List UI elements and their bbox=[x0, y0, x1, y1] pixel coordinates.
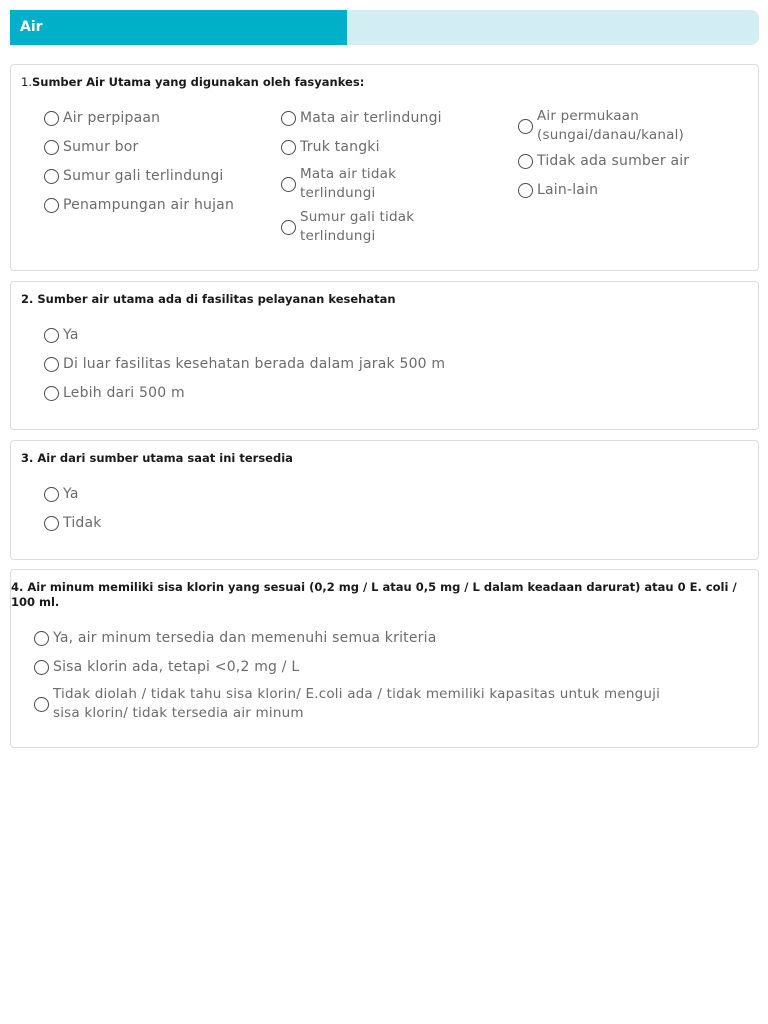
question-title-2: 2. Sumber air utama ada di fasilitas pelayanan kesehatan bbox=[21, 292, 396, 306]
option-label: Air perpipaan bbox=[63, 110, 161, 126]
q1-option-mata-air-tidak-terlindungi[interactable] bbox=[281, 165, 396, 203]
radio-button[interactable] bbox=[34, 631, 49, 646]
question-title-1 bbox=[21, 75, 364, 90]
option-label: Tidak bbox=[63, 515, 102, 531]
option-label: Air permukaan (sungai/danau/kanal) bbox=[537, 108, 685, 143]
question-card-4 bbox=[10, 569, 759, 748]
option-label: Penampungan air hujan bbox=[63, 197, 235, 213]
radio-button[interactable] bbox=[44, 516, 59, 531]
radio-button[interactable] bbox=[44, 357, 59, 372]
question-card-3 bbox=[10, 440, 759, 560]
radio-button[interactable] bbox=[44, 328, 59, 343]
radio-button[interactable] bbox=[44, 386, 59, 401]
option-label: Di luar fasilitas kesehatan berada dalam jarak 500 m bbox=[63, 356, 446, 372]
q4-option-sisa-klorin-rendah[interactable] bbox=[34, 658, 299, 677]
option-label: Ya bbox=[63, 486, 79, 502]
q4-option-tidak-diolah[interactable] bbox=[34, 685, 660, 723]
option-label: Tidak diolah / tidak tahu sisa klorin/ E.coli ada / tidak memiliki kapasitas untuk menguji sisa klorin/ tidak tersedia air minum bbox=[53, 686, 661, 721]
radio-button[interactable] bbox=[281, 177, 296, 192]
q1-option-sumur-bor[interactable] bbox=[44, 138, 139, 157]
q1-option-lain-lain[interactable] bbox=[518, 181, 598, 200]
q1-option-sumur-gali-terlindungi[interactable] bbox=[44, 167, 224, 186]
option-label: Ya, air minum tersedia dan memenuhi semua kriteria bbox=[53, 630, 437, 646]
section-header bbox=[10, 10, 759, 45]
radio-button[interactable] bbox=[281, 220, 296, 235]
radio-button[interactable] bbox=[44, 487, 59, 502]
q4-option-ya-memenuhi[interactable] bbox=[34, 629, 437, 648]
radio-button[interactable] bbox=[44, 111, 59, 126]
question-text-1: Sumber Air Utama yang digunakan oleh fasyankes: bbox=[31, 75, 365, 89]
option-label: Tidak ada sumber air bbox=[537, 153, 690, 169]
option-label: Lain-lain bbox=[537, 182, 599, 198]
question-title-4: 4. Air minum memiliki sisa klorin yang sesuai (0,2 mg / L atau 0,5 mg / L dalam keadaan darurat) atau 0 E. coli / 100 ml. bbox=[11, 580, 737, 609]
radio-button[interactable] bbox=[34, 697, 49, 712]
radio-button[interactable] bbox=[281, 111, 296, 126]
section-progress-fill bbox=[10, 10, 347, 45]
option-label: Mata air terlindungi bbox=[300, 110, 442, 126]
q2-option-ya[interactable] bbox=[44, 326, 79, 345]
question-title-3: 3. Air dari sumber utama saat ini tersedia bbox=[21, 451, 293, 465]
section-title: Air bbox=[20, 19, 43, 35]
q1-option-sumur-gali-tidak-terlindungi[interactable] bbox=[281, 208, 414, 246]
q3-option-tidak[interactable] bbox=[44, 514, 102, 533]
q1-option-mata-air-terlindungi[interactable] bbox=[281, 109, 442, 128]
q1-option-tidak-ada-sumber-air[interactable] bbox=[518, 152, 689, 171]
option-label: Truk tangki bbox=[300, 139, 380, 155]
radio-button[interactable] bbox=[518, 183, 533, 198]
option-label: Sisa klorin ada, tetapi <0,2 mg / L bbox=[53, 659, 300, 675]
radio-button[interactable] bbox=[34, 660, 49, 675]
option-label: Sumur gali terlindungi bbox=[63, 168, 224, 184]
radio-button[interactable] bbox=[518, 119, 533, 134]
question-card-2 bbox=[10, 281, 759, 430]
option-label: Sumur bor bbox=[63, 139, 139, 155]
q2-option-di-luar-fasilitas[interactable] bbox=[44, 355, 445, 374]
q3-option-ya[interactable] bbox=[44, 485, 79, 504]
question-number-1: 1. bbox=[21, 75, 32, 89]
q1-option-truk-tangki[interactable] bbox=[281, 138, 380, 157]
q1-option-air-permukaan[interactable] bbox=[518, 107, 684, 145]
radio-button[interactable] bbox=[44, 140, 59, 155]
q2-option-lebih-dari-500m[interactable] bbox=[44, 384, 185, 403]
option-label: Sumur gali tidak terlindungi bbox=[300, 209, 415, 244]
q1-option-penampungan-air-hujan[interactable] bbox=[44, 196, 234, 215]
radio-button[interactable] bbox=[281, 140, 296, 155]
option-label: Mata air tidak terlindungi bbox=[300, 166, 397, 201]
option-label: Lebih dari 500 m bbox=[63, 385, 185, 401]
radio-button[interactable] bbox=[44, 198, 59, 213]
question-card-1 bbox=[10, 64, 759, 271]
option-label: Ya bbox=[63, 327, 79, 343]
radio-button[interactable] bbox=[44, 169, 59, 184]
q1-option-air-perpipaan[interactable] bbox=[44, 109, 160, 128]
radio-button[interactable] bbox=[518, 154, 533, 169]
